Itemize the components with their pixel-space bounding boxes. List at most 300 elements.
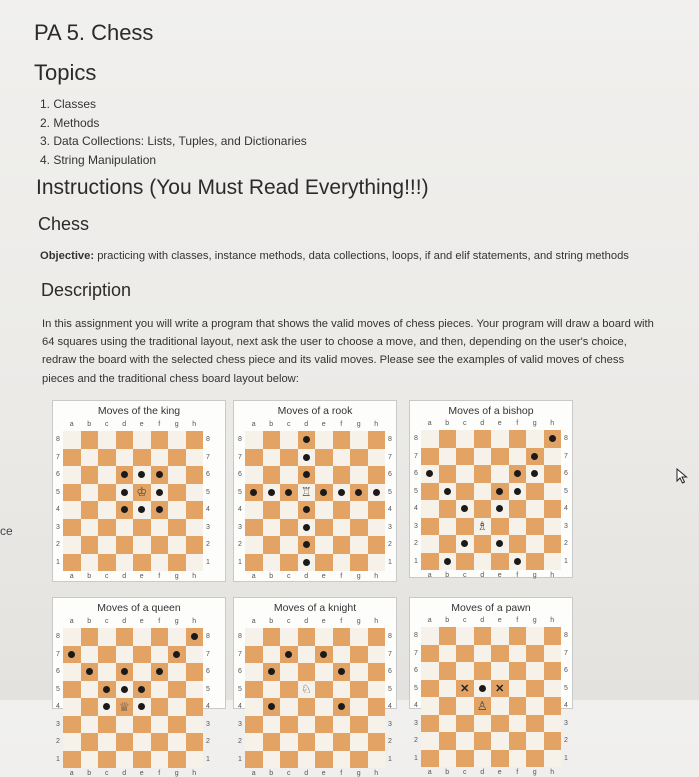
board-square — [98, 466, 116, 484]
board-square — [315, 733, 333, 751]
board-square — [509, 518, 527, 536]
board-square — [186, 466, 204, 484]
file-label: e — [497, 572, 502, 579]
file-label: e — [139, 618, 144, 625]
objective-paragraph — [40, 250, 690, 262]
chess-board — [421, 430, 561, 570]
board-square — [245, 628, 263, 646]
rank-label: 5 — [238, 488, 242, 496]
valid-move-dot — [320, 489, 327, 496]
board-square — [98, 431, 116, 449]
board-square — [133, 484, 151, 502]
rank-label: 2 — [56, 738, 60, 746]
board-square — [491, 535, 509, 553]
rank-label: 7 — [206, 650, 210, 658]
board-square — [491, 500, 509, 518]
board-square — [133, 431, 151, 449]
board-square — [509, 680, 527, 698]
board-square — [509, 465, 527, 483]
board-square — [315, 554, 333, 572]
rank-label: 8 — [414, 435, 418, 443]
board-square — [116, 681, 134, 699]
file-label: h — [192, 618, 197, 625]
rank-label: 4 — [56, 703, 60, 711]
board-square — [263, 698, 281, 716]
file-label: a — [427, 769, 432, 776]
valid-move-dot — [303, 436, 310, 443]
board-square — [98, 646, 116, 664]
board-square — [315, 698, 333, 716]
board-square — [98, 733, 116, 751]
file-label: b — [87, 770, 92, 777]
file-label: h — [550, 572, 555, 579]
valid-move-dot — [531, 453, 538, 460]
board-square — [439, 750, 457, 768]
board-square — [315, 484, 333, 502]
rank-label: 1 — [206, 755, 210, 763]
board-square — [63, 698, 81, 716]
board-square — [526, 662, 544, 680]
board-square — [133, 698, 151, 716]
board-square — [368, 484, 386, 502]
valid-move-dot — [121, 506, 128, 513]
rank-label: 8 — [238, 436, 242, 444]
rank-label: 7 — [56, 650, 60, 658]
board-square — [263, 519, 281, 537]
valid-move-dot — [461, 505, 468, 512]
board-square — [98, 501, 116, 519]
board-square — [333, 628, 351, 646]
file-label: c — [105, 618, 109, 625]
file-label: a — [69, 421, 74, 428]
board-square — [474, 500, 492, 518]
rank-label: 6 — [414, 470, 418, 478]
topics-heading: Topics — [34, 60, 97, 85]
valid-move-dot — [138, 703, 145, 710]
file-label: d — [480, 617, 485, 624]
topic-item: 3. Data Collections: Lists, Tuples, and Dictionaries — [40, 134, 307, 148]
file-labels — [63, 573, 203, 580]
board-square — [186, 484, 204, 502]
board-square — [168, 663, 186, 681]
board-square — [98, 716, 116, 734]
board-square — [350, 554, 368, 572]
board-square — [133, 449, 151, 467]
board-title: Moves of a rook — [277, 405, 353, 417]
board-square — [298, 716, 316, 734]
board-square — [151, 681, 169, 699]
file-label: f — [516, 769, 519, 776]
board-square — [245, 466, 263, 484]
board-square — [133, 681, 151, 699]
board-square — [474, 430, 492, 448]
board-square — [186, 733, 204, 751]
file-label: b — [87, 618, 92, 625]
board-square — [439, 448, 457, 466]
board-square — [116, 519, 134, 537]
board-square — [151, 466, 169, 484]
board-square — [298, 449, 316, 467]
board-square — [63, 449, 81, 467]
board-square — [474, 448, 492, 466]
file-label: c — [463, 420, 467, 427]
rank-label: 3 — [56, 720, 60, 728]
board-title: Moves of a knight — [273, 602, 357, 614]
board-square — [350, 484, 368, 502]
board-square — [151, 484, 169, 502]
file-label: h — [192, 770, 197, 777]
board-square — [263, 681, 281, 699]
file-labels — [63, 770, 203, 777]
board-square — [333, 698, 351, 716]
board-square — [298, 663, 316, 681]
file-label: b — [445, 769, 450, 776]
board-square — [186, 519, 204, 537]
board-square — [133, 663, 151, 681]
board-square — [333, 646, 351, 664]
file-label: b — [87, 421, 92, 428]
rank-labels — [54, 628, 62, 768]
board-square — [116, 536, 134, 554]
board-square — [168, 431, 186, 449]
board-square — [151, 501, 169, 519]
rank-label: 1 — [56, 755, 60, 763]
file-label: g — [174, 770, 179, 777]
board-square — [298, 751, 316, 769]
board-square — [456, 553, 474, 571]
board-square — [63, 663, 81, 681]
board-square — [298, 628, 316, 646]
rank-label: 6 — [206, 471, 210, 479]
board-square — [245, 536, 263, 554]
file-label: f — [340, 573, 343, 580]
rank-label: 5 — [564, 487, 568, 495]
board-square — [116, 698, 134, 716]
board-square — [245, 698, 263, 716]
rank-label: 7 — [564, 452, 568, 460]
file-label: e — [497, 769, 502, 776]
board-square — [81, 751, 99, 769]
board-square — [186, 646, 204, 664]
rank-label: 3 — [414, 719, 418, 727]
rank-label: 1 — [414, 754, 418, 762]
board-square — [474, 465, 492, 483]
file-label: b — [269, 618, 274, 625]
board-square — [280, 751, 298, 769]
board-square — [116, 663, 134, 681]
board-square — [81, 663, 99, 681]
board-square — [63, 646, 81, 664]
rank-label: 4 — [414, 702, 418, 710]
board-square — [298, 484, 316, 502]
board-square — [368, 519, 386, 537]
board-square — [280, 536, 298, 554]
rank-label: 1 — [388, 558, 392, 566]
board-square — [544, 430, 562, 448]
rank-label: 5 — [206, 488, 210, 496]
capture-mark: ✕ — [460, 682, 470, 695]
rank-label: 5 — [238, 685, 242, 693]
board-square — [263, 431, 281, 449]
rank-label: 4 — [388, 703, 392, 711]
board-square — [439, 535, 457, 553]
board-square — [333, 663, 351, 681]
file-label: a — [251, 573, 256, 580]
board-square — [133, 466, 151, 484]
board-square — [280, 431, 298, 449]
board-square — [509, 535, 527, 553]
board-square — [186, 449, 204, 467]
board-square — [116, 449, 134, 467]
rank-labels — [204, 628, 212, 768]
board-square — [368, 681, 386, 699]
board-square — [298, 681, 316, 699]
board-square — [333, 554, 351, 572]
board-square — [439, 680, 457, 698]
board-square — [298, 554, 316, 572]
file-label: c — [105, 421, 109, 428]
board-square — [526, 732, 544, 750]
board-square — [133, 628, 151, 646]
board-square — [526, 483, 544, 501]
rank-label: 7 — [388, 650, 392, 658]
rank-label: 6 — [56, 668, 60, 676]
file-label: b — [445, 420, 450, 427]
board-square — [544, 680, 562, 698]
rank-label: 6 — [238, 668, 242, 676]
file-label: a — [427, 617, 432, 624]
chess-board-panel — [52, 597, 226, 777]
file-labels — [63, 421, 203, 428]
board-square — [63, 501, 81, 519]
rank-labels — [236, 628, 244, 768]
board-square — [456, 680, 474, 698]
file-label: e — [321, 770, 326, 777]
board-square — [133, 519, 151, 537]
board-square — [421, 448, 439, 466]
file-label: b — [445, 617, 450, 624]
board-square — [544, 448, 562, 466]
board-square — [474, 553, 492, 571]
rank-label: 4 — [238, 703, 242, 711]
board-square — [63, 681, 81, 699]
rank-label: 6 — [388, 668, 392, 676]
board-square — [474, 645, 492, 663]
board-square — [280, 484, 298, 502]
board-square — [116, 484, 134, 502]
board-square — [315, 751, 333, 769]
file-label: g — [356, 770, 361, 777]
chess-board — [63, 431, 203, 571]
rank-label: 8 — [564, 435, 568, 443]
board-square — [168, 484, 186, 502]
valid-move-dot — [156, 506, 163, 513]
board-square — [474, 732, 492, 750]
board-square — [368, 628, 386, 646]
chess-piece-icon: ♘ — [300, 682, 312, 697]
board-square — [491, 662, 509, 680]
chess-board — [63, 628, 203, 768]
board-square — [333, 536, 351, 554]
file-label: f — [516, 572, 519, 579]
board-square — [439, 553, 457, 571]
board-square — [151, 733, 169, 751]
board-square — [263, 646, 281, 664]
file-label: c — [287, 770, 291, 777]
board-square — [168, 733, 186, 751]
board-square — [81, 466, 99, 484]
board-square — [315, 628, 333, 646]
board-square — [98, 536, 116, 554]
file-label: b — [269, 770, 274, 777]
board-square — [186, 536, 204, 554]
board-square — [245, 751, 263, 769]
board-square — [421, 518, 439, 536]
board-square — [333, 716, 351, 734]
board-square — [245, 646, 263, 664]
board-square — [350, 681, 368, 699]
board-square — [116, 628, 134, 646]
board-square — [509, 715, 527, 733]
valid-move-dot — [303, 506, 310, 513]
rank-label: 7 — [564, 649, 568, 657]
rank-label: 1 — [564, 754, 568, 762]
file-labels — [245, 421, 385, 428]
board-square — [474, 627, 492, 645]
file-labels — [421, 420, 561, 427]
board-square — [368, 431, 386, 449]
board-square — [81, 536, 99, 554]
board-square — [63, 733, 81, 751]
valid-move-dot — [303, 471, 310, 478]
board-square — [81, 519, 99, 537]
rank-label: 4 — [206, 703, 210, 711]
file-label: a — [69, 618, 74, 625]
board-square — [98, 554, 116, 572]
file-label: e — [139, 573, 144, 580]
valid-move-dot — [285, 651, 292, 658]
board-square — [421, 430, 439, 448]
board-square — [456, 645, 474, 663]
board-square — [98, 449, 116, 467]
board-square — [298, 431, 316, 449]
chess-board-panel — [52, 400, 226, 582]
rank-labels — [386, 628, 394, 768]
board-square — [456, 500, 474, 518]
file-label: h — [192, 573, 197, 580]
rank-label: 5 — [414, 487, 418, 495]
board-square — [98, 751, 116, 769]
board-square — [491, 448, 509, 466]
board-square — [81, 554, 99, 572]
board-square — [421, 645, 439, 663]
rank-label: 1 — [564, 557, 568, 565]
file-label: d — [304, 770, 309, 777]
board-square — [491, 750, 509, 768]
board-square — [98, 628, 116, 646]
board-square — [315, 449, 333, 467]
chess-board — [245, 628, 385, 768]
page-title: PA 5. Chess — [34, 20, 154, 45]
board-square — [245, 519, 263, 537]
board-square — [421, 465, 439, 483]
board-square — [350, 431, 368, 449]
board-square — [186, 751, 204, 769]
rank-label: 6 — [388, 471, 392, 479]
file-label: g — [532, 617, 537, 624]
rank-label: 7 — [56, 453, 60, 461]
file-label: a — [251, 770, 256, 777]
file-label: f — [158, 770, 161, 777]
board-square — [350, 519, 368, 537]
board-square — [315, 663, 333, 681]
valid-move-dot — [426, 470, 433, 477]
board-square — [186, 431, 204, 449]
valid-move-dot — [173, 651, 180, 658]
board-square — [151, 519, 169, 537]
rank-label: 2 — [206, 738, 210, 746]
rank-label: 4 — [388, 506, 392, 514]
board-square — [544, 465, 562, 483]
board-square — [315, 519, 333, 537]
board-square — [263, 733, 281, 751]
rank-label: 8 — [564, 632, 568, 640]
board-square — [333, 751, 351, 769]
rank-label: 5 — [56, 488, 60, 496]
rank-label: 1 — [238, 558, 242, 566]
rank-label: 7 — [206, 453, 210, 461]
board-square — [263, 466, 281, 484]
board-square — [333, 681, 351, 699]
board-square — [491, 645, 509, 663]
board-square — [350, 501, 368, 519]
file-label: b — [269, 421, 274, 428]
file-label: g — [356, 573, 361, 580]
file-label: f — [516, 420, 519, 427]
board-square — [544, 500, 562, 518]
rank-label: 7 — [388, 453, 392, 461]
board-square — [280, 501, 298, 519]
board-square — [298, 698, 316, 716]
board-square — [526, 645, 544, 663]
file-labels — [245, 618, 385, 625]
board-square — [168, 646, 186, 664]
board-square — [280, 733, 298, 751]
rank-labels — [204, 431, 212, 571]
board-square — [368, 466, 386, 484]
board-square — [421, 535, 439, 553]
rank-label: 8 — [206, 436, 210, 444]
rank-label: 3 — [206, 720, 210, 728]
board-square — [81, 449, 99, 467]
board-square — [509, 553, 527, 571]
board-square — [456, 518, 474, 536]
board-square — [491, 553, 509, 571]
rank-label: 4 — [206, 506, 210, 514]
board-square — [439, 430, 457, 448]
board-square — [245, 501, 263, 519]
board-square — [151, 554, 169, 572]
rank-label: 1 — [414, 557, 418, 565]
board-square — [439, 715, 457, 733]
valid-move-dot — [250, 489, 257, 496]
rank-labels — [412, 430, 420, 570]
file-label: g — [532, 572, 537, 579]
board-square — [280, 716, 298, 734]
file-label: d — [122, 573, 127, 580]
file-label: c — [105, 770, 109, 777]
board-square — [439, 645, 457, 663]
